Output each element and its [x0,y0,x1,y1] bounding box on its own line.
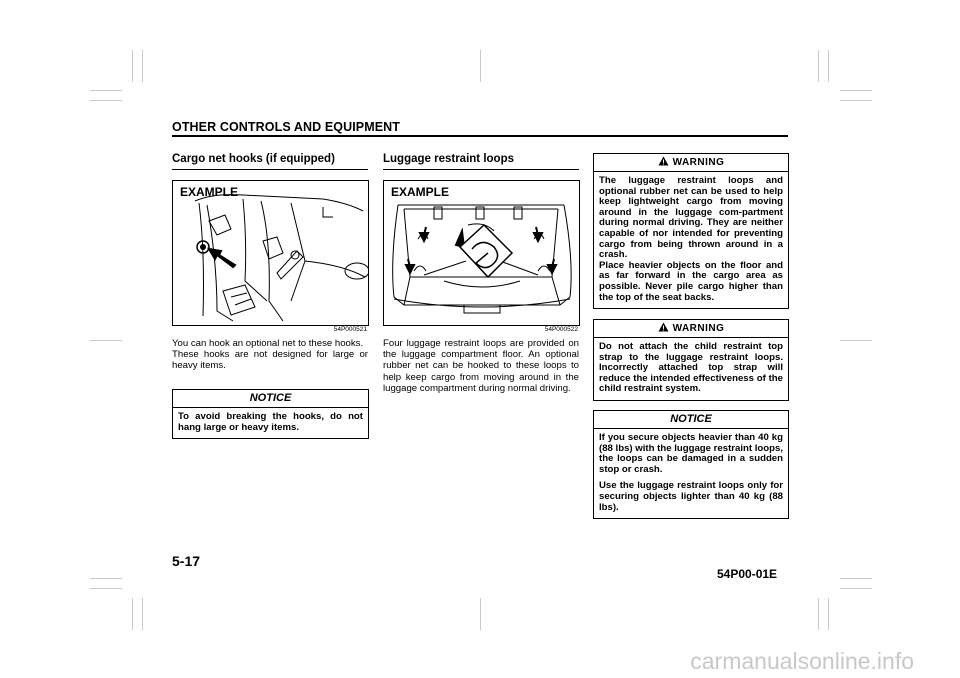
warning-title: WARNING [672,323,725,334]
section-heading-cargo-net-hooks: Cargo net hooks (if equipped) [172,153,335,165]
watermark-text: carmanualsonline.info [690,648,914,674]
document-code: 54P00-01E [717,567,778,581]
watermark [0,648,960,675]
luggage-loops-paragraph: Four luggage restraint loops are provided on the luggage compartment floor. An optional rubber net can be hooked to these loops to help keep cargo from moving around in the luggage compartment during normal driving. [383,338,579,394]
cargo-hooks-paragraph: You can hook an optional net to these hooks. These hooks are not designed for large or heavy items. [172,338,368,372]
header-rule [172,135,788,137]
cargo-hook-illustration [173,181,368,325]
notice-paragraph-2: Use the luggage restraint loops only for securing objects lighter than 40 kg (88 lbs). [599,480,783,513]
page-header-title: OTHER CONTROLS AND EQUIPMENT [172,120,401,134]
notice-text [594,429,788,518]
warning-box-loops [593,153,789,309]
warning-text: The luggage restraint loops and optional rubber net can be used to help keep lightweight cargo from moving around in the luggage com-partment during normal driving. They are neither capable of nor intended for preventing cargo from being thrown around in a crash. Place heavier objects on the floor and as far forward in the cargo area as possible. Never pile cargo higher than the top of the seat backs. [599,175,783,303]
figure-code: 54P000522 [544,326,578,333]
page-number: 5-17 [172,553,201,569]
notice-box-hooks [172,389,369,439]
notice-title: NOTICE [594,411,788,429]
section-heading-luggage-loops: Luggage restraint loops [383,153,514,165]
warning-title: WARNING [672,157,725,168]
luggage-loops-illustration [384,181,579,325]
section-rule [383,169,579,170]
figure-code: 54P000521 [333,326,367,333]
section-rule [172,169,368,170]
warning-triangle-icon [658,322,669,332]
warning-triangle-icon [658,156,669,166]
notice-box-loops [593,410,789,519]
figure-label: EXAMPLE [180,185,239,199]
figure-luggage-loops [383,180,580,326]
figure-cargo-net-hook [172,180,369,326]
warning-header [594,320,788,338]
notice-title: NOTICE [173,390,368,408]
notice-text: To avoid breaking the hooks, do not hang large or heavy items. [178,411,363,433]
warning-box-child-restraint [593,319,789,401]
figure-label: EXAMPLE [391,185,450,199]
notice-paragraph-1: If you secure objects heavier than 40 kg (88 lbs) with the luggage restraint loops, the loops can be damaged in a sudden stop or crash. [599,432,783,475]
warning-header [594,154,788,172]
warning-text: Do not attach the child restraint top strap to the luggage restraint loops. Incorrectly attached top strap will reduce the intended effectiveness of the child restraint system. [599,341,783,395]
